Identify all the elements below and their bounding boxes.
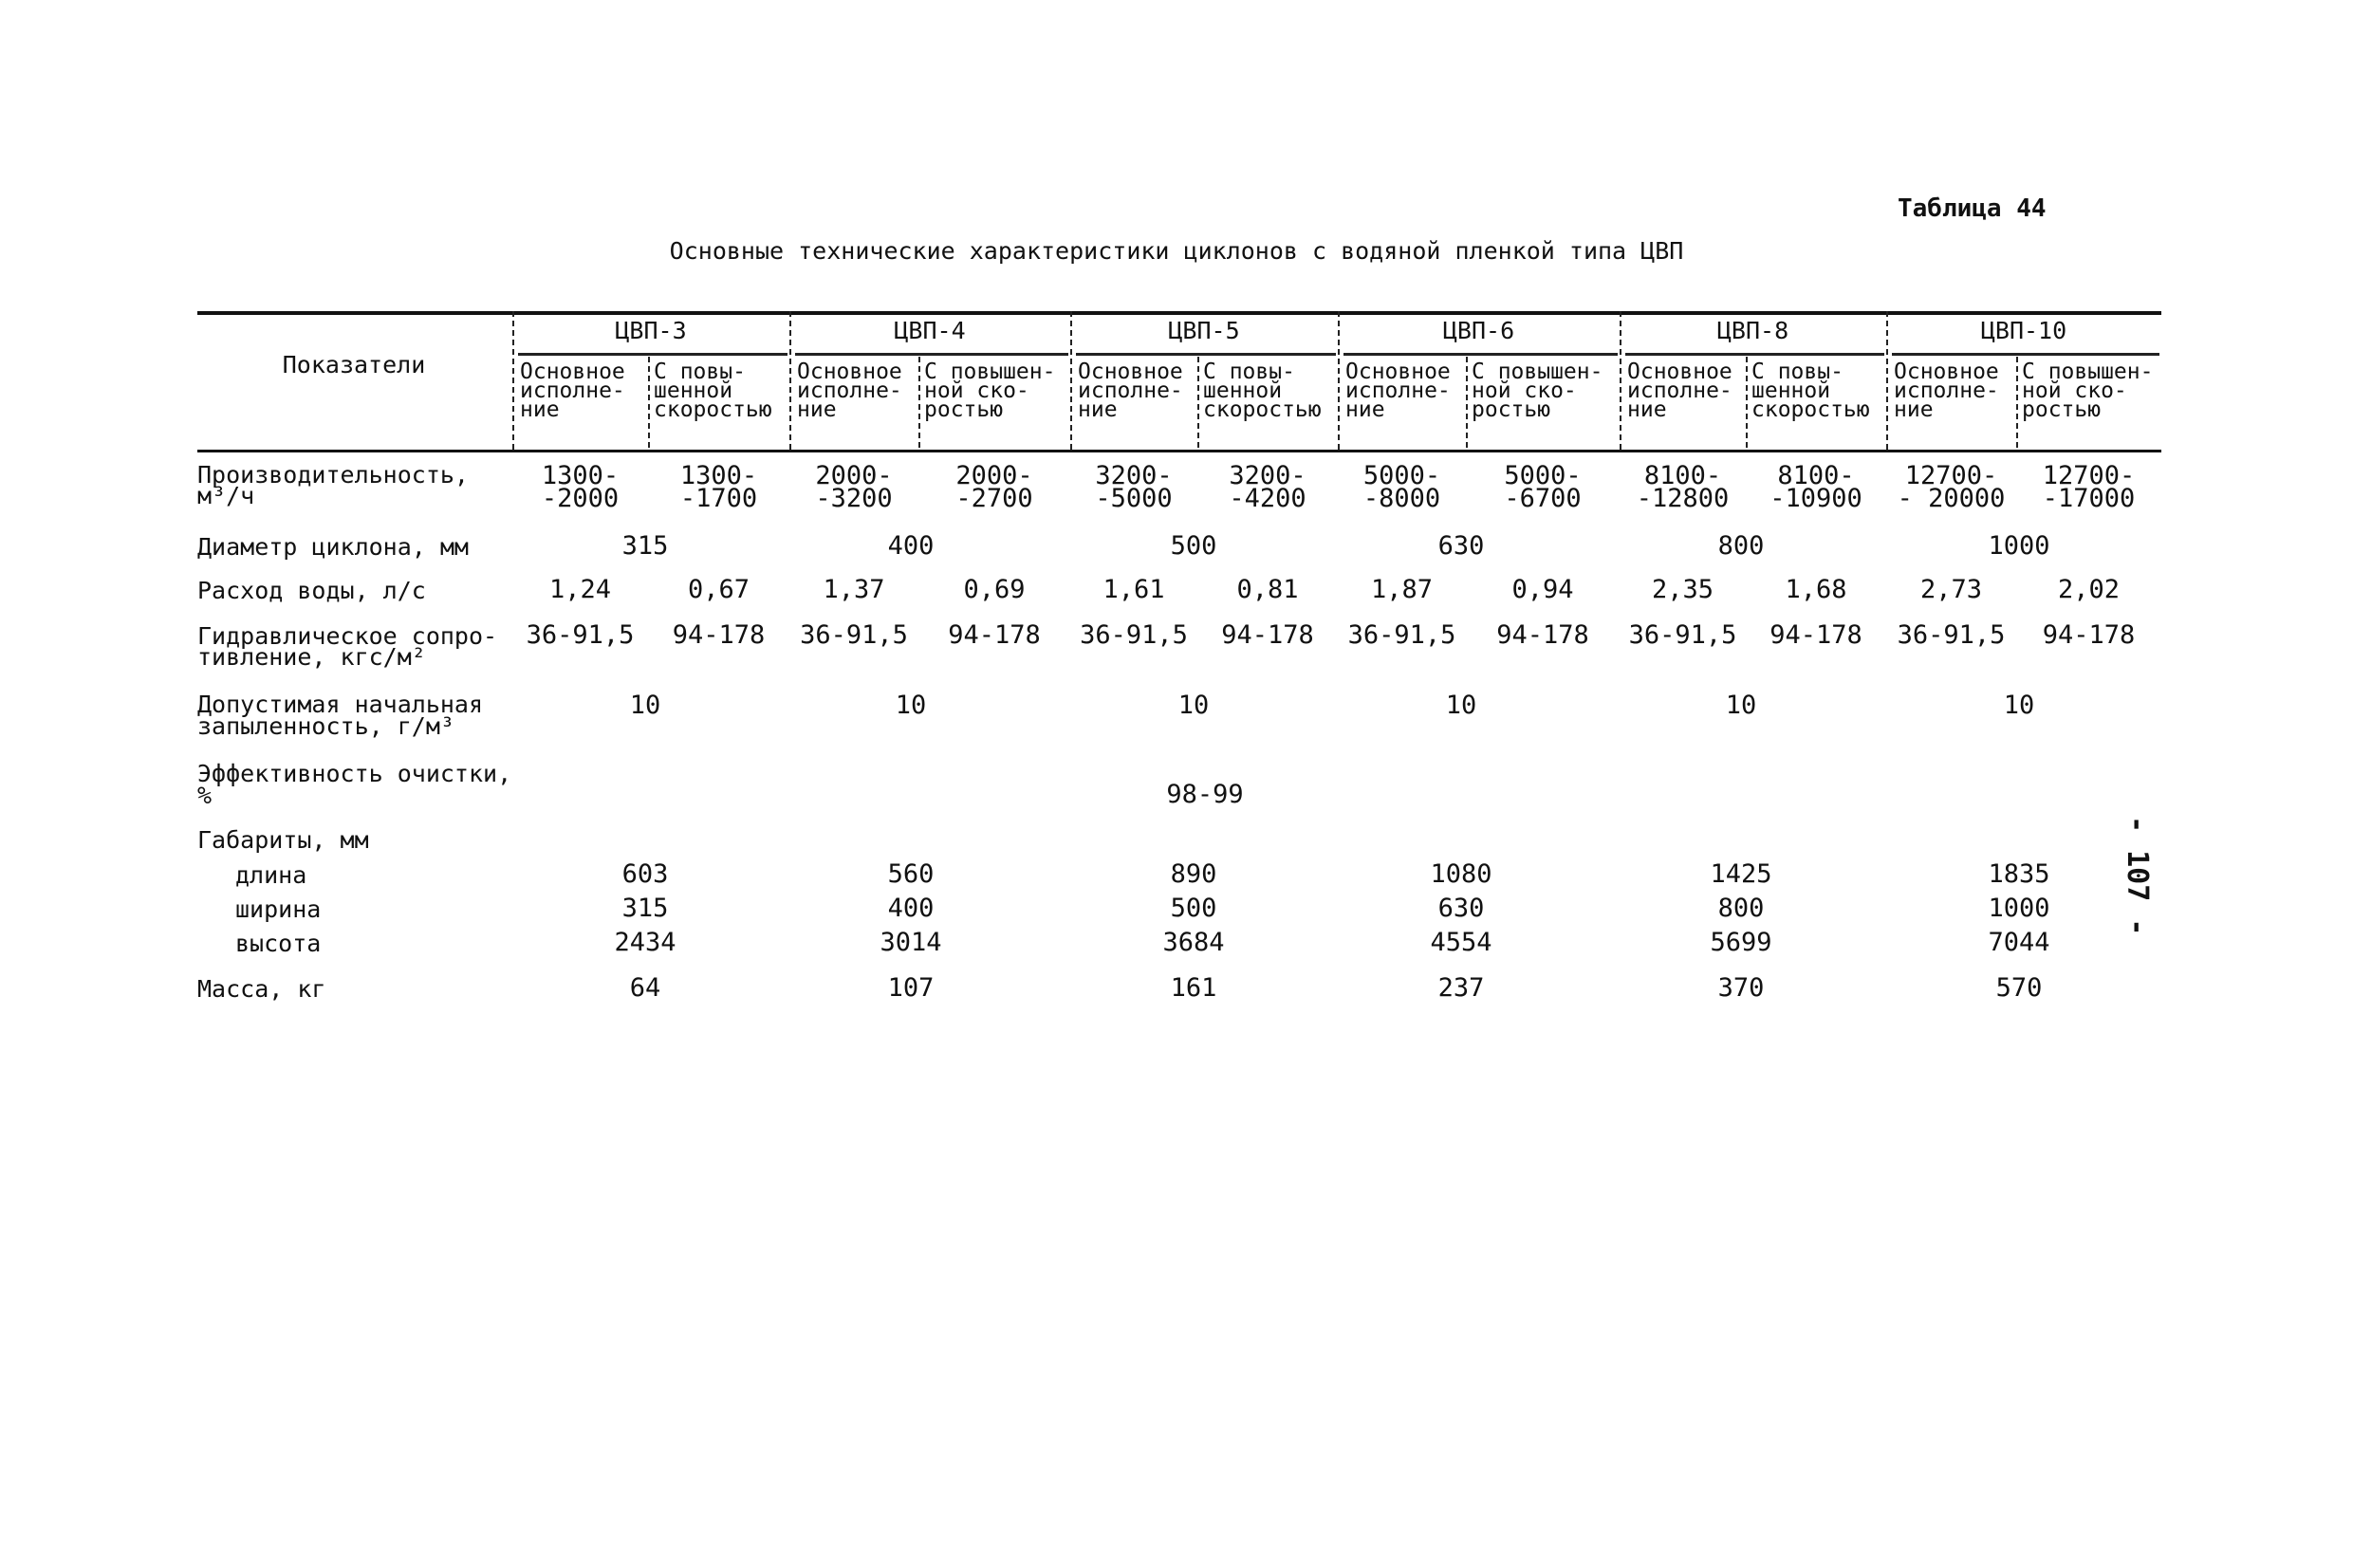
water-value: 0,94 <box>1511 575 1574 604</box>
dust-value: 10 <box>1177 691 1210 720</box>
table-top-rule <box>197 311 2161 315</box>
group-underline <box>1625 353 1884 356</box>
subcolumn-separator <box>1197 357 1199 448</box>
dust-value: 10 <box>1445 691 1477 720</box>
productivity-value: 2000- -3200 <box>815 461 893 513</box>
resistance-value: 94-178 <box>1221 620 1314 650</box>
diameter-value: 500 <box>1170 531 1217 561</box>
width-value: 630 <box>1437 894 1485 923</box>
diameter-value: 800 <box>1717 531 1765 561</box>
productivity-value: 8100- -10900 <box>1769 461 1862 513</box>
length-value: 603 <box>621 859 669 889</box>
row-label-length: длина <box>235 861 307 889</box>
subheader-high-speed: С повы-шенной скоростью <box>1203 360 1322 422</box>
productivity-value: 3200- -4200 <box>1229 461 1306 513</box>
header-bottom-rule <box>197 450 2161 452</box>
width-value: 500 <box>1170 894 1217 923</box>
row-label-dust: Допустимая начальная <box>197 691 484 718</box>
height-value: 4554 <box>1430 928 1492 957</box>
subheader-high-speed: С повышен-ной ско-ростью <box>1472 360 1603 422</box>
water-value: 0,67 <box>687 575 750 604</box>
group-underline <box>1343 353 1618 356</box>
resistance-value: 36-91,5 <box>1080 620 1188 650</box>
height-value: 3014 <box>880 928 942 957</box>
height-value: 5699 <box>1710 928 1772 957</box>
row-label-water: Расход воды, л/с <box>197 577 426 604</box>
height-value: 7044 <box>1988 928 2050 957</box>
group-underline <box>1892 353 2159 356</box>
efficiency-value: 98-99 <box>1166 780 1244 809</box>
productivity-value: 5000- -8000 <box>1362 461 1441 513</box>
row-label-resistance: Гидравлическое сопро- <box>197 622 498 650</box>
diameter-value: 315 <box>621 531 669 561</box>
length-value: 1425 <box>1710 859 1772 889</box>
column-type-3: ЦВП-5 <box>1168 317 1240 344</box>
width-value: 400 <box>887 894 935 923</box>
subcolumn-separator <box>1466 357 1468 448</box>
row-label-dust-unit: запыленность, г/м³ <box>197 712 454 740</box>
water-value: 1,68 <box>1785 575 1847 604</box>
productivity-value: 12700- -17000 <box>2042 461 2136 513</box>
subheader-high-speed: С повышен-ной ско-ростью <box>924 360 1056 422</box>
length-value: 560 <box>887 859 935 889</box>
subheader-standard: Основное исполне-ние <box>1345 360 1451 422</box>
water-value: 1,24 <box>548 575 612 604</box>
mass-value: 64 <box>629 973 661 1003</box>
subheader-high-speed: С повышен-ной ско-ростью <box>2022 360 2154 422</box>
dust-value: 10 <box>895 691 927 720</box>
row-label-efficiency: Эффективность очистки, <box>197 760 512 787</box>
resistance-value: 94-178 <box>1769 620 1862 650</box>
row-label-efficiency-unit: % <box>197 782 213 809</box>
width-value: 800 <box>1717 894 1765 923</box>
row-label-resistance-unit: тивление, кгс/м² <box>197 643 426 671</box>
productivity-value: 1300- -2000 <box>541 461 620 513</box>
dust-value: 10 <box>629 691 661 720</box>
diameter-value: 400 <box>887 531 935 561</box>
table-label: Таблица 44 <box>1898 194 2047 223</box>
height-value: 3684 <box>1162 928 1225 957</box>
diameter-value: 1000 <box>1988 531 2050 561</box>
length-value: 1835 <box>1988 859 2050 889</box>
resistance-value: 36-91,5 <box>526 620 635 650</box>
mass-value: 237 <box>1437 973 1485 1003</box>
productivity-value: 1300- -1700 <box>679 461 758 513</box>
subcolumn-separator <box>1746 357 1748 448</box>
length-value: 1080 <box>1430 859 1492 889</box>
productivity-value: 8100- -12800 <box>1636 461 1730 513</box>
resistance-value: 36-91,5 <box>1897 620 2006 650</box>
column-type-4: ЦВП-6 <box>1442 317 1515 344</box>
subheader-standard: Основное исполне-ние <box>1894 360 1999 422</box>
water-value: 1,37 <box>823 575 885 604</box>
subheader-standard: Основное исполне-ние <box>797 360 902 422</box>
water-value: 2,73 <box>1919 575 1983 604</box>
mass-value: 107 <box>887 973 935 1003</box>
water-value: 1,61 <box>1102 575 1165 604</box>
row-label-dimensions: Габариты, мм <box>197 826 369 854</box>
water-value: 2,35 <box>1651 575 1714 604</box>
subcolumn-separator <box>648 357 650 448</box>
row-label-height: высота <box>235 930 322 957</box>
page-number: - 107 - <box>2121 816 2154 936</box>
header-indicators: Показатели <box>282 351 426 378</box>
water-value: 2,02 <box>2057 575 2121 604</box>
resistance-value: 36-91,5 <box>1628 620 1737 650</box>
row-label-productivity: Производительность, <box>197 461 469 489</box>
mass-value: 370 <box>1717 973 1765 1003</box>
row-label-diameter: Диаметр циклона, мм <box>197 533 469 561</box>
subheader-standard: Основное исполне-ние <box>1627 360 1732 422</box>
column-type-6: ЦВП-10 <box>1980 317 2067 344</box>
dust-value: 10 <box>2003 691 2035 720</box>
subheader-high-speed: С повы-шенной скоростью <box>654 360 772 422</box>
water-value: 0,81 <box>1236 575 1299 604</box>
resistance-value: 94-178 <box>2042 620 2136 650</box>
resistance-value: 36-91,5 <box>800 620 908 650</box>
table-caption: Основные технические характеристики циклонов с водяной пленкой типа ЦВП <box>669 237 1684 265</box>
subcolumn-separator <box>918 357 920 448</box>
row-label-width: ширина <box>235 895 322 923</box>
productivity-value: 2000- -2700 <box>955 461 1033 513</box>
row-label-mass: Масса, кг <box>197 975 326 1003</box>
subcolumn-separator <box>2016 357 2018 448</box>
column-type-2: ЦВП-4 <box>894 317 966 344</box>
resistance-value: 36-91,5 <box>1347 620 1456 650</box>
resistance-value: 94-178 <box>948 620 1041 650</box>
productivity-value: 12700- - 20000 <box>1897 461 2006 513</box>
group-underline <box>1076 353 1336 356</box>
row-label-productivity-unit: м³/ч <box>197 482 255 509</box>
diameter-value: 630 <box>1437 531 1485 561</box>
width-value: 315 <box>621 894 669 923</box>
resistance-value: 94-178 <box>1496 620 1589 650</box>
group-underline <box>795 353 1068 356</box>
productivity-value: 3200- -5000 <box>1095 461 1173 513</box>
resistance-value: 94-178 <box>672 620 766 650</box>
dust-value: 10 <box>1725 691 1757 720</box>
column-type-5: ЦВП-8 <box>1716 317 1789 344</box>
group-underline <box>518 353 787 356</box>
subheader-high-speed: С повы-шенной скоростью <box>1751 360 1870 422</box>
width-value: 1000 <box>1988 894 2050 923</box>
subheader-standard: Основное исполне-ние <box>1078 360 1183 422</box>
mass-value: 570 <box>1995 973 2043 1003</box>
length-value: 890 <box>1170 859 1217 889</box>
water-value: 0,69 <box>963 575 1026 604</box>
water-value: 1,87 <box>1370 575 1434 604</box>
column-type-1: ЦВП-3 <box>615 317 687 344</box>
subheader-standard: Основное исполне-ние <box>520 360 625 422</box>
productivity-value: 5000- -6700 <box>1504 461 1582 513</box>
mass-value: 161 <box>1170 973 1217 1003</box>
height-value: 2434 <box>614 928 676 957</box>
